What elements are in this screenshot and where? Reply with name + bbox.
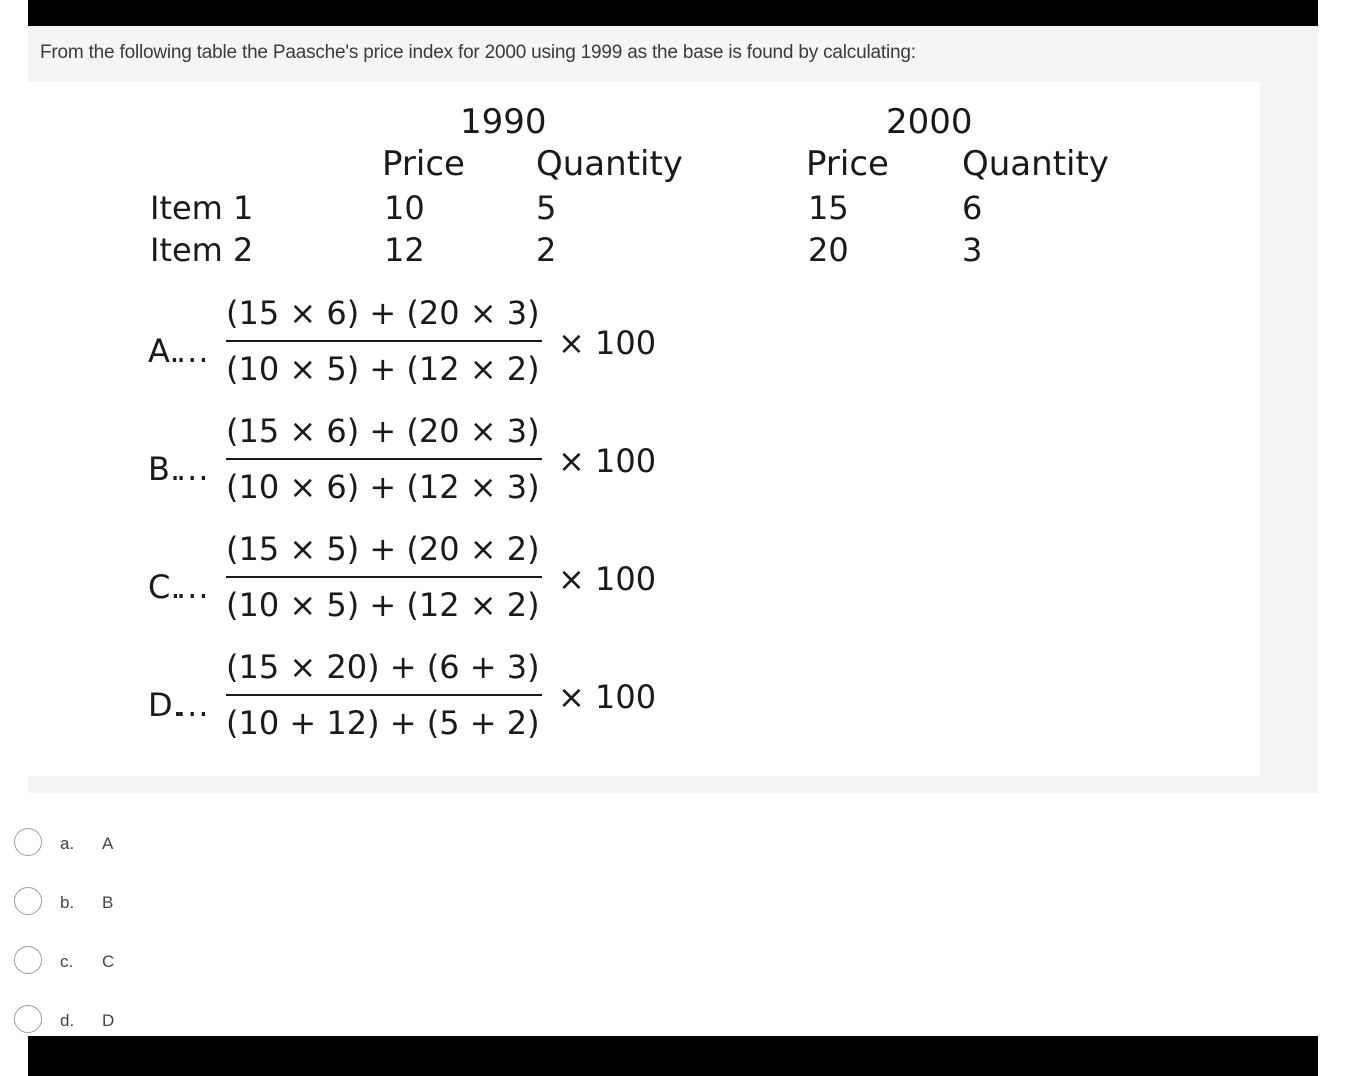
year-header-1990: 1990 (460, 102, 547, 142)
formula-letter: D. (148, 686, 183, 724)
choice-key: b. (60, 893, 75, 912)
year-header-2000: 2000 (886, 102, 973, 142)
cell-item2-price-2000: 20 (808, 231, 849, 269)
formula-letter: A. (148, 332, 180, 370)
col-header-price-2000: Price (806, 144, 889, 184)
formula-letter: C. (148, 568, 181, 606)
formula-option-a (148, 294, 708, 404)
bottom-black-bar (28, 1036, 1318, 1076)
fraction-bar (226, 694, 542, 696)
choice-key: a. (60, 834, 75, 853)
cell-item1-quantity-2000: 6 (962, 189, 983, 227)
formula-dots: ... (176, 568, 210, 606)
choice-label[interactable]: D (102, 1011, 115, 1030)
fraction-bar (226, 576, 542, 578)
formula-dots: ... (176, 686, 210, 724)
col-header-quantity-2000: Quantity (962, 144, 1109, 184)
formula-letter: B. (148, 450, 181, 488)
formula-dots: ... (176, 332, 210, 370)
cell-item1-price-1990: 10 (384, 189, 425, 227)
choice-label[interactable]: A (102, 834, 114, 853)
radio-button[interactable] (14, 828, 42, 856)
numerator: (15 × 20) + (6 + 3) (226, 648, 540, 686)
row-label-item-2: Item 2 (150, 231, 254, 269)
multiplier: × 100 (558, 442, 657, 480)
top-black-bar (28, 0, 1318, 26)
radio-button[interactable] (14, 887, 42, 915)
col-header-price-1990: Price (382, 144, 465, 184)
question-text: From the following table the Paasche's price index for 2000 using 1999 as the base is found by calculating: (40, 42, 916, 63)
denominator: (10 × 6) + (12 × 3) (226, 468, 540, 506)
numerator: (15 × 6) + (20 × 3) (226, 412, 540, 450)
question-figure (28, 82, 1260, 776)
fraction-bar (226, 458, 542, 460)
question-panel (28, 26, 1318, 793)
cell-item1-price-2000: 15 (808, 189, 849, 227)
multiplier: × 100 (558, 324, 657, 362)
formula-option-d (148, 648, 708, 758)
formula-option-c (148, 530, 708, 640)
multiplier: × 100 (558, 678, 657, 716)
answer-choice-c[interactable] (0, 944, 300, 984)
denominator: (10 + 12) + (5 + 2) (226, 704, 540, 742)
cell-item1-quantity-1990: 5 (536, 189, 557, 227)
answer-choice-b[interactable] (0, 885, 300, 925)
cell-item2-quantity-1990: 2 (536, 231, 557, 269)
denominator: (10 × 5) + (12 × 2) (226, 586, 540, 624)
numerator: (15 × 5) + (20 × 2) (226, 530, 540, 568)
radio-button[interactable] (14, 946, 42, 974)
choice-key: c. (60, 952, 74, 971)
multiplier: × 100 (558, 560, 657, 598)
cell-item2-price-1990: 12 (384, 231, 425, 269)
choice-key: d. (60, 1011, 75, 1030)
denominator: (10 × 5) + (12 × 2) (226, 350, 540, 388)
radio-button[interactable] (14, 1005, 42, 1033)
formula-option-b (148, 412, 708, 522)
row-label-item-1: Item 1 (150, 189, 254, 227)
col-header-quantity-1990: Quantity (536, 144, 683, 184)
choice-label[interactable]: B (102, 893, 114, 912)
formula-dots: ... (176, 450, 210, 488)
choice-label[interactable]: C (102, 952, 115, 971)
fraction-bar (226, 340, 542, 342)
answer-choice-a[interactable] (0, 826, 300, 866)
numerator: (15 × 6) + (20 × 3) (226, 294, 540, 332)
cell-item2-quantity-2000: 3 (962, 231, 983, 269)
